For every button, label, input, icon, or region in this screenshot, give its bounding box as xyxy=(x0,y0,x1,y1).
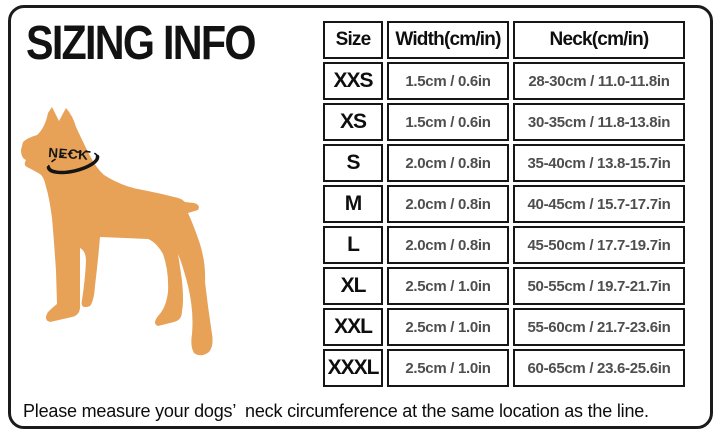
table-row xyxy=(323,62,685,100)
measurement-note: Please measure your dogs’ neck circumference at the same location as the line. xyxy=(23,401,649,421)
table-row xyxy=(323,267,685,305)
neck-cell: 28-30cm / 11.0-11.8in xyxy=(513,62,685,100)
width-cell: 2.5cm / 1.0in xyxy=(387,349,509,387)
size-cell: XXL xyxy=(323,308,383,346)
width-cell: 1.5cm / 0.6in xyxy=(387,103,509,141)
neck-cell: 55-60cm / 21.7-23.6in xyxy=(513,308,685,346)
table-row xyxy=(323,103,685,141)
header-cell-neck: Neck(cm/in) xyxy=(513,21,685,59)
size-cell: XS xyxy=(323,103,383,141)
neck-cell: 30-35cm / 11.8-13.8in xyxy=(513,103,685,141)
header-cell-size: Size xyxy=(323,21,383,59)
size-cell: M xyxy=(323,185,383,223)
width-cell: 2.0cm / 0.8in xyxy=(387,226,509,264)
page-title: SIZING INFO xyxy=(26,17,255,70)
table-row xyxy=(323,185,685,223)
width-cell: 2.0cm / 0.8in xyxy=(387,185,509,223)
table-row xyxy=(323,349,685,387)
size-cell: XXXL xyxy=(323,349,383,387)
table-header-row xyxy=(323,21,685,59)
neck-cell: 45-50cm / 17.7-19.7in xyxy=(513,226,685,264)
neck-cell: 40-45cm / 15.7-17.7in xyxy=(513,185,685,223)
size-cell: XXS xyxy=(323,62,383,100)
width-cell: 2.5cm / 1.0in xyxy=(387,267,509,305)
size-cell: S xyxy=(323,144,383,182)
table-row xyxy=(323,144,685,182)
neck-cell: 35-40cm / 13.8-15.7in xyxy=(513,144,685,182)
table-row xyxy=(323,226,685,264)
table-row xyxy=(323,308,685,346)
dog-illustration xyxy=(18,96,238,364)
width-cell: 1.5cm / 0.6in xyxy=(387,62,509,100)
width-cell: 2.5cm / 1.0in xyxy=(387,308,509,346)
size-cell: L xyxy=(323,226,383,264)
sizing-table xyxy=(319,18,689,390)
width-cell: 2.0cm / 0.8in xyxy=(387,144,509,182)
size-cell: XL xyxy=(323,267,383,305)
neck-cell: 60-65cm / 23.6-25.6in xyxy=(513,349,685,387)
neck-label: NECK xyxy=(47,145,90,163)
neck-cell: 50-55cm / 19.7-21.7in xyxy=(513,267,685,305)
sizing-card xyxy=(8,5,713,429)
header-cell-width: Width(cm/in) xyxy=(387,21,509,59)
